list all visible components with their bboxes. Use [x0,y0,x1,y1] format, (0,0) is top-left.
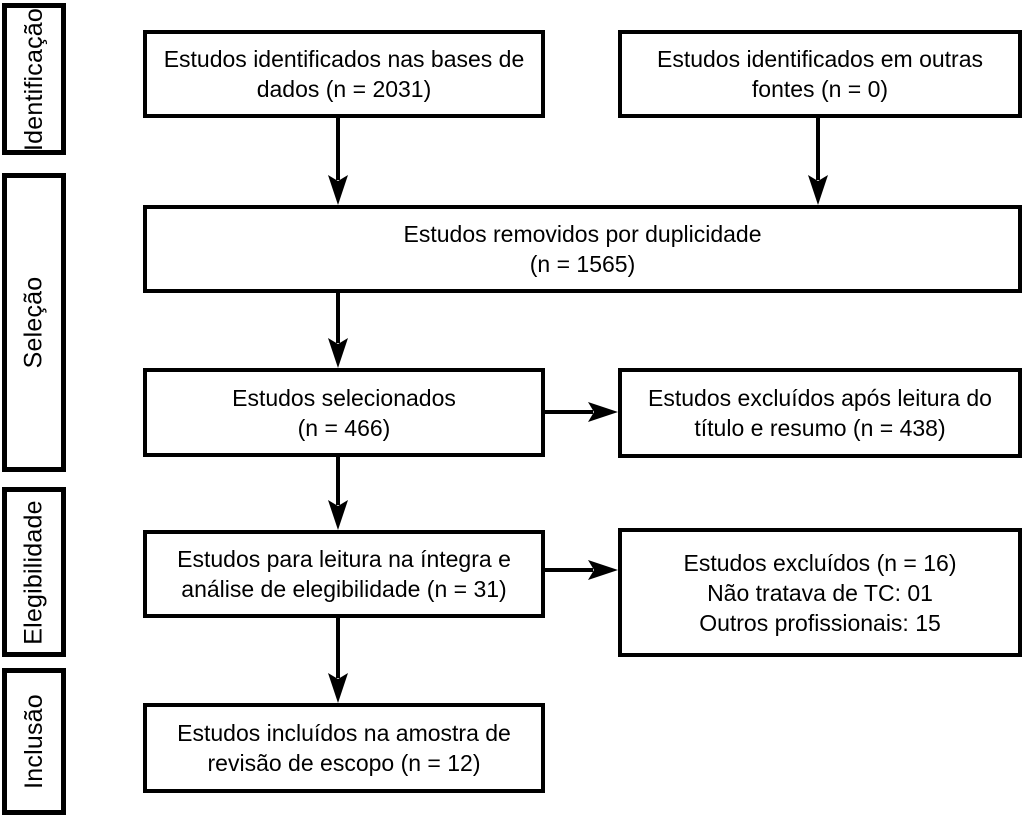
stage-identification-label: Identificação [19,7,48,151]
arrow-down-other-sources-to-duplicates-icon [806,118,830,205]
stage-identification [2,3,66,155]
box-selected-line2: (n = 466) [297,414,391,441]
stage-inclusion [2,668,66,815]
arrow-down-selected-to-fulltext-icon [326,457,350,530]
arrow-down-duplicates-to-selected-icon [326,293,350,368]
box-identified-other-sources [618,30,1022,118]
box-removed-duplicates [143,205,1022,293]
box-included-line1: Estudos incluídos na amostra de [177,720,511,746]
box-full-text-eligibility-line2: análise de elegibilidade (n = 31) [181,576,507,602]
box-full-text-eligibility [143,530,545,618]
arrow-right-selected-to-excluded-icon [545,400,618,424]
arrow-down-fulltext-to-included-icon [326,618,350,703]
box-included [143,703,545,793]
stage-eligibility-label: Elegibilidade [19,499,48,645]
arrow-right-fulltext-to-excluded-icon [545,558,618,582]
stage-eligibility [2,487,66,657]
arrow-down-databases-to-duplicates-icon [326,118,350,205]
stage-screening-label: Seleção [19,276,48,369]
box-excluded-full-text-line3: Outros profissionais: 15 [699,609,941,636]
stage-inclusion-label: Inclusão [19,694,48,789]
box-selected-line1: Estudos selecionados [232,384,456,411]
box-full-text-eligibility-line1: Estudos para leitura na íntegra e [177,546,511,572]
box-excluded-full-text [618,528,1022,657]
box-identified-other-sources-line2: fontes (n = 0) [751,76,889,102]
box-removed-duplicates-line1: Estudos removidos por duplicidade [403,221,762,247]
box-included-line2: revisão de escopo (n = 12) [207,750,481,776]
box-identified-databases [143,30,545,118]
box-selected [143,368,545,457]
box-identified-databases-line1: Estudos identificados nas bases de [163,46,525,72]
box-identified-databases-line2: dados (n = 2031) [256,76,432,102]
box-excluded-title-abstract-line1: Estudos excluídos após leitura do [648,385,992,411]
box-identified-other-sources-line1: Estudos identificados em outras [656,46,983,72]
box-excluded-title-abstract [618,368,1022,458]
box-excluded-full-text-line2: Não tratava de TC: 01 [707,579,933,606]
box-removed-duplicates-line2: (n = 1565) [529,251,636,277]
box-excluded-full-text-line1: Estudos excluídos (n = 16) [683,549,957,576]
box-excluded-title-abstract-line2: título e resumo (n = 438) [694,415,946,441]
stage-screening [2,173,66,472]
